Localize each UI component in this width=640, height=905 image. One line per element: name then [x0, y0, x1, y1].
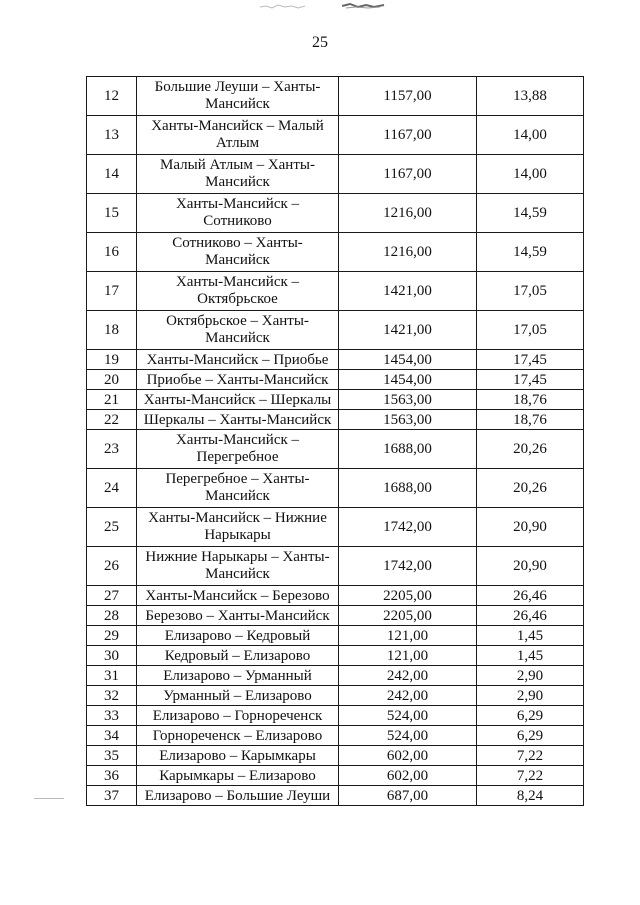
row-number-cell: 22 [87, 410, 137, 430]
fare-cell: 602,00 [339, 746, 477, 766]
route-cell: Елизарово – Урманный [137, 666, 339, 686]
fare-cell: 687,00 [339, 786, 477, 806]
row-number-cell: 16 [87, 233, 137, 272]
table-row [87, 194, 584, 233]
scan-artifact-mark [258, 2, 308, 10]
route-cell: Ханты-Мансийск – Березово [137, 586, 339, 606]
row-number-cell: 13 [87, 116, 137, 155]
table-row [87, 626, 584, 646]
route-cell: Ханты-Мансийск – Октябрьское [137, 272, 339, 311]
luggage-fare-cell: 26,46 [477, 606, 584, 626]
luggage-fare-cell: 8,24 [477, 786, 584, 806]
fare-cell: 121,00 [339, 646, 477, 666]
fare-cell: 1216,00 [339, 233, 477, 272]
table-row [87, 706, 584, 726]
route-cell: Березово – Ханты-Мансийск [137, 606, 339, 626]
route-cell: Ханты-Мансийск – Малый Атлым [137, 116, 339, 155]
route-cell: Карымкары – Елизарово [137, 766, 339, 786]
route-cell: Елизарово – Горнореченск [137, 706, 339, 726]
fare-table [86, 76, 584, 806]
route-cell: Сотниково – Ханты-Мансийск [137, 233, 339, 272]
table-row [87, 786, 584, 806]
table-row [87, 155, 584, 194]
fare-cell: 242,00 [339, 686, 477, 706]
table-row [87, 116, 584, 155]
row-number-cell: 37 [87, 786, 137, 806]
route-cell: Малый Атлым – Ханты-Мансийск [137, 155, 339, 194]
fare-cell: 1688,00 [339, 430, 477, 469]
luggage-fare-cell: 20,90 [477, 547, 584, 586]
luggage-fare-cell: 7,22 [477, 766, 584, 786]
row-number-cell: 18 [87, 311, 137, 350]
fare-cell: 524,00 [339, 726, 477, 746]
luggage-fare-cell: 17,45 [477, 350, 584, 370]
fare-cell: 1216,00 [339, 194, 477, 233]
table-row [87, 410, 584, 430]
row-number-cell: 23 [87, 430, 137, 469]
fare-cell: 1742,00 [339, 547, 477, 586]
table-row [87, 646, 584, 666]
scan-artifact-smudge [340, 2, 388, 10]
luggage-fare-cell: 1,45 [477, 626, 584, 646]
row-number-cell: 14 [87, 155, 137, 194]
row-number-cell: 12 [87, 77, 137, 116]
row-number-cell: 35 [87, 746, 137, 766]
table-row [87, 233, 584, 272]
fare-cell: 1454,00 [339, 370, 477, 390]
table-row [87, 766, 584, 786]
luggage-fare-cell: 17,05 [477, 272, 584, 311]
page-number: 25 [312, 34, 328, 51]
route-cell: Елизарово – Карымкары [137, 746, 339, 766]
table-row [87, 666, 584, 686]
row-number-cell: 15 [87, 194, 137, 233]
row-number-cell: 30 [87, 646, 137, 666]
route-cell: Кедровый – Елизарово [137, 646, 339, 666]
row-number-cell: 32 [87, 686, 137, 706]
table-row [87, 746, 584, 766]
route-cell: Урманный – Елизарово [137, 686, 339, 706]
table-row [87, 508, 584, 547]
route-cell: Ханты-Мансийск – Сотниково [137, 194, 339, 233]
row-number-cell: 31 [87, 666, 137, 686]
fare-cell: 1563,00 [339, 410, 477, 430]
luggage-fare-cell: 14,59 [477, 233, 584, 272]
fare-cell: 602,00 [339, 766, 477, 786]
route-cell: Октябрьское – Ханты-Мансийск [137, 311, 339, 350]
fare-cell: 2205,00 [339, 586, 477, 606]
row-number-cell: 36 [87, 766, 137, 786]
fare-cell: 1688,00 [339, 469, 477, 508]
luggage-fare-cell: 1,45 [477, 646, 584, 666]
scan-edge-line [34, 798, 64, 799]
route-cell: Елизарово – Большие Леуши [137, 786, 339, 806]
row-number-cell: 33 [87, 706, 137, 726]
row-number-cell: 29 [87, 626, 137, 646]
fare-cell: 242,00 [339, 666, 477, 686]
row-number-cell: 34 [87, 726, 137, 746]
luggage-fare-cell: 18,76 [477, 410, 584, 430]
row-number-cell: 25 [87, 508, 137, 547]
luggage-fare-cell: 26,46 [477, 586, 584, 606]
route-cell: Ханты-Мансийск – Приобье [137, 350, 339, 370]
table-row [87, 77, 584, 116]
route-cell: Перегребное – Ханты-Мансийск [137, 469, 339, 508]
luggage-fare-cell: 14,59 [477, 194, 584, 233]
route-cell: Приобье – Ханты-Мансийск [137, 370, 339, 390]
luggage-fare-cell: 14,00 [477, 116, 584, 155]
row-number-cell: 28 [87, 606, 137, 626]
route-cell: Горнореченск – Елизарово [137, 726, 339, 746]
luggage-fare-cell: 18,76 [477, 390, 584, 410]
route-cell: Ханты-Мансийск – Нижние Нарыкары [137, 508, 339, 547]
fare-cell: 2205,00 [339, 606, 477, 626]
luggage-fare-cell: 6,29 [477, 726, 584, 746]
table-row [87, 547, 584, 586]
route-cell: Елизарово – Кедровый [137, 626, 339, 646]
route-cell: Ханты-Мансийск – Перегребное [137, 430, 339, 469]
fare-cell: 1742,00 [339, 508, 477, 547]
luggage-fare-cell: 7,22 [477, 746, 584, 766]
luggage-fare-cell: 6,29 [477, 706, 584, 726]
route-cell: Шеркалы – Ханты-Мансийск [137, 410, 339, 430]
table-row [87, 350, 584, 370]
table-row [87, 311, 584, 350]
table-row [87, 469, 584, 508]
table-row [87, 586, 584, 606]
fare-cell: 1454,00 [339, 350, 477, 370]
fare-cell: 524,00 [339, 706, 477, 726]
row-number-cell: 27 [87, 586, 137, 606]
route-cell: Ханты-Мансийск – Шеркалы [137, 390, 339, 410]
row-number-cell: 17 [87, 272, 137, 311]
row-number-cell: 24 [87, 469, 137, 508]
luggage-fare-cell: 2,90 [477, 666, 584, 686]
fare-table-body [87, 77, 584, 806]
table-row [87, 370, 584, 390]
table-row [87, 430, 584, 469]
table-row [87, 726, 584, 746]
table-row [87, 272, 584, 311]
luggage-fare-cell: 17,05 [477, 311, 584, 350]
table-row [87, 686, 584, 706]
luggage-fare-cell: 20,26 [477, 430, 584, 469]
fare-cell: 1421,00 [339, 311, 477, 350]
row-number-cell: 26 [87, 547, 137, 586]
row-number-cell: 19 [87, 350, 137, 370]
row-number-cell: 20 [87, 370, 137, 390]
fare-cell: 1421,00 [339, 272, 477, 311]
fare-cell: 1157,00 [339, 77, 477, 116]
route-cell: Большие Леуши – Ханты-Мансийск [137, 77, 339, 116]
route-cell: Нижние Нарыкары – Ханты-Мансийск [137, 547, 339, 586]
fare-cell: 1167,00 [339, 116, 477, 155]
table-row [87, 606, 584, 626]
fare-cell: 121,00 [339, 626, 477, 646]
fare-cell: 1563,00 [339, 390, 477, 410]
luggage-fare-cell: 2,90 [477, 686, 584, 706]
luggage-fare-cell: 14,00 [477, 155, 584, 194]
luggage-fare-cell: 20,90 [477, 508, 584, 547]
row-number-cell: 21 [87, 390, 137, 410]
luggage-fare-cell: 20,26 [477, 469, 584, 508]
luggage-fare-cell: 17,45 [477, 370, 584, 390]
table-row [87, 390, 584, 410]
fare-cell: 1167,00 [339, 155, 477, 194]
luggage-fare-cell: 13,88 [477, 77, 584, 116]
